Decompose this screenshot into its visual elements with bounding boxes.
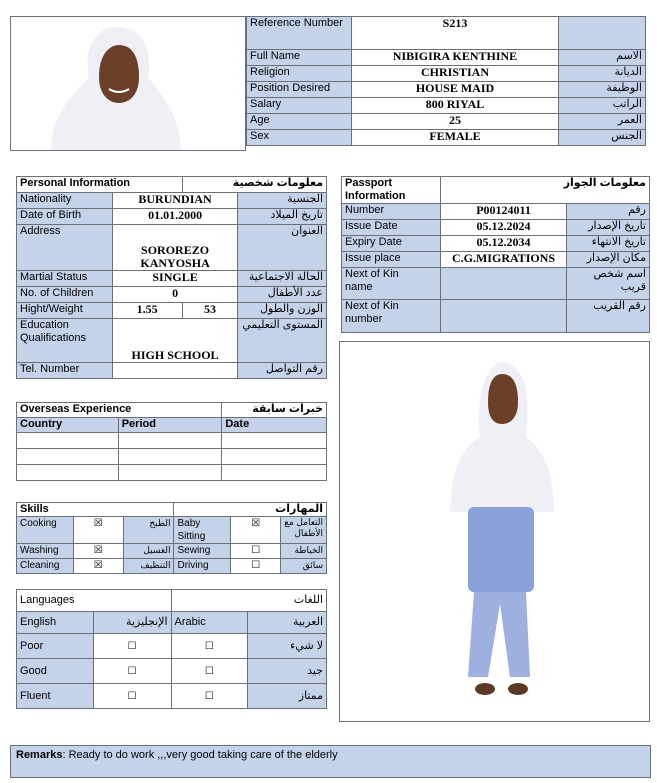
level-good-ar: جيد [248,659,327,684]
portrait-photo [11,17,245,150]
remarks-box [10,745,651,778]
kin-name-label [342,268,441,300]
passport-title: Passport Information [342,177,441,204]
dob-label: Date of Birth [17,209,113,225]
tel-label: Tel. Number [17,363,113,379]
kin-name-label-line-2: name [345,281,373,293]
kin-name-value [440,268,567,300]
reference-ar [559,17,646,50]
issue-date-label: Issue Date [342,220,441,236]
salary-value: 800 RIYAL [351,98,558,114]
skill-cleaning-label: Cleaning [17,559,74,574]
table-row [17,449,327,465]
address-line-2: KANYOSHA [140,256,210,270]
children-ar: عدد الأطفال [238,287,327,303]
skill-washing-ar: الغسيل [123,544,174,559]
nationality-label: Nationality [17,193,113,209]
skill-row [17,517,327,544]
expiry-date-label: Expiry Date [342,236,441,252]
full-name-value: NIBIGIRA KENTHINE [351,50,558,66]
passport-title-ar: معلومات الجواز [440,177,649,204]
full-name-label: Full Name [247,50,352,66]
skill-sewing-checkbox[interactable]: ☐ [231,544,281,559]
tel-value [112,363,238,379]
children-value: 0 [112,287,238,303]
address-value [112,225,238,271]
dob-value: 01.01.2000 [112,209,238,225]
expiry-date-ar: تاريخ الانتهاء [567,236,650,252]
arabic-poor-checkbox[interactable]: ☐ [171,634,248,659]
sex-value: FEMALE [351,130,558,146]
languages-title: Languages [17,590,172,612]
salary-label: Salary [247,98,352,114]
personal-title: Personal Information [17,177,183,193]
skill-row [17,544,327,559]
english-poor-checkbox[interactable]: ☐ [93,634,171,659]
hw-label: Hight/Weight [17,303,113,319]
portrait-photo-frame [10,16,246,151]
level-good-label: Good [17,659,94,684]
issue-date-value: 05.12.2024 [440,220,567,236]
full-name-ar: الاسم [559,50,646,66]
skill-driving-label: Driving [174,559,231,574]
skill-cooking-label: Cooking [17,517,74,544]
nationality-value: BURUNDIAN [112,193,238,209]
skill-sewing-ar: الخياطة [281,544,327,559]
age-label: Age [247,114,352,130]
address-ar: العنوان [238,225,327,271]
marital-value: SINGLE [112,271,238,287]
height-value: 1.55 [112,303,182,319]
top-info-table [246,16,646,146]
kin-name-ar-line-1: اسم شخص [593,268,646,280]
language-row [17,659,327,684]
overseas-title-ar: خبرات سابقة [222,403,327,418]
reference-value: S213 [351,17,558,50]
position-label: Position Desired [247,82,352,98]
col-period: Period [118,418,222,433]
education-label-line-2: Qualifications [20,332,87,344]
dob-ar: تاريخ الميلاد [238,209,327,225]
level-poor-ar: لا شيء [248,634,327,659]
remarks-label: Remarks [16,749,63,761]
education-value: HIGH SCHOOL [112,319,238,363]
hw-ar: الوزن والطول [238,303,327,319]
issue-date-ar: تاريخ الإصدار [567,220,650,236]
skills-title: Skills [17,503,174,517]
position-ar: الوظيفة [559,82,646,98]
kin-number-label-line-1: Next of Kin [345,300,399,312]
table-row [17,433,327,449]
sex-label: Sex [247,130,352,146]
skill-cooking-checkbox[interactable]: ☒ [73,517,123,544]
languages-table [16,589,327,709]
skill-cleaning-checkbox[interactable]: ☒ [73,559,123,574]
expiry-date-value: 05.12.2034 [440,236,567,252]
kin-number-label [342,300,441,333]
nationality-ar: الجنسية [238,193,327,209]
skill-washing-label: Washing [17,544,74,559]
education-label [17,319,113,363]
language-row [17,634,327,659]
religion-ar: الديانة [559,66,646,82]
personal-info-table [16,176,327,379]
skill-babysitting-checkbox[interactable]: ☒ [231,517,281,544]
kin-number-value [440,300,567,333]
kin-number-ar: رقم القريب [567,300,650,333]
personal-title-ar: معلومات شخصية [182,177,326,193]
issue-place-label: Issue place [342,252,441,268]
language-row [17,684,327,709]
position-value: HOUSE MAID [351,82,558,98]
level-fluent-label: Fluent [17,684,94,709]
issue-place-ar: مكان الإصدار [567,252,650,268]
arabic-good-checkbox[interactable]: ☐ [171,659,248,684]
skills-table [16,502,327,574]
overseas-table [16,402,327,481]
education-ar: المستوى التعليمي [238,319,327,363]
kin-name-label-line-1: Next of Kin [345,268,399,280]
lang-arabic-ar: العربية [248,612,327,634]
religion-label: Religion [247,66,352,82]
lang-english-label: English [17,612,94,634]
skill-driving-checkbox[interactable]: ☐ [231,559,281,574]
level-poor-label: Poor [17,634,94,659]
col-country: Country [17,418,119,433]
sex-ar: الجنس [559,130,646,146]
remarks-text: : Ready to do work ,,,very good taking care of the elderly [62,749,338,761]
table-row [17,465,327,481]
children-label: No. of Children [17,287,113,303]
lang-english-ar: الإنجليزية [93,612,171,634]
overseas-title: Overseas Experience [17,403,222,418]
kin-name-ar [567,268,650,300]
arabic-fluent-checkbox[interactable]: ☐ [171,684,248,709]
tel-ar: رقم التواصل [238,363,327,379]
kin-name-ar-line-2: قريب [620,281,646,293]
skill-row [17,559,327,574]
level-fluent-ar: ممتاز [248,684,327,709]
languages-title-ar: اللغات [171,590,326,612]
skill-babysitting-label: Baby Sitting [174,517,231,544]
skills-title-ar: المهارات [174,503,327,517]
skill-babysitting-ar [281,517,327,544]
skill-washing-checkbox[interactable]: ☒ [73,544,123,559]
lang-arabic-label: Arabic [171,612,248,634]
kin-number-label-line-2: number [345,313,383,325]
religion-value: CHRISTIAN [351,66,558,82]
age-value: 25 [351,114,558,130]
skill-sewing-label: Sewing [174,544,231,559]
address-label: Address [17,225,113,271]
salary-ar: الراتب [559,98,646,114]
skill-babysitting-ar-line-2: الأطفال [294,528,323,538]
passport-number-label: Number [342,204,441,220]
skill-babysitting-ar-line-1: التعامل مع [284,517,323,527]
skill-driving-ar: سائق [281,559,327,574]
full-body-photo [340,342,649,721]
address-line-1: SOROREZO [141,243,210,257]
marital-label: Martial Status [17,271,113,287]
english-good-checkbox[interactable]: ☐ [93,659,171,684]
skill-cleaning-ar: التنظيف [123,559,174,574]
skill-cooking-ar: الطبخ [123,517,174,544]
english-fluent-checkbox[interactable]: ☐ [93,684,171,709]
passport-info-table [341,176,650,333]
marital-ar: الحالة الاجتماعية [238,271,327,287]
age-ar: العمر [559,114,646,130]
col-date: Date [222,418,327,433]
issue-place-value: C.G.MIGRATIONS [440,252,567,268]
full-body-photo-frame [339,341,650,722]
reference-label: Reference Number [247,17,352,50]
passport-number-value: P00124011 [440,204,567,220]
passport-number-ar: رقم [567,204,650,220]
weight-value: 53 [182,303,238,319]
education-label-line-1: Education [20,319,69,331]
